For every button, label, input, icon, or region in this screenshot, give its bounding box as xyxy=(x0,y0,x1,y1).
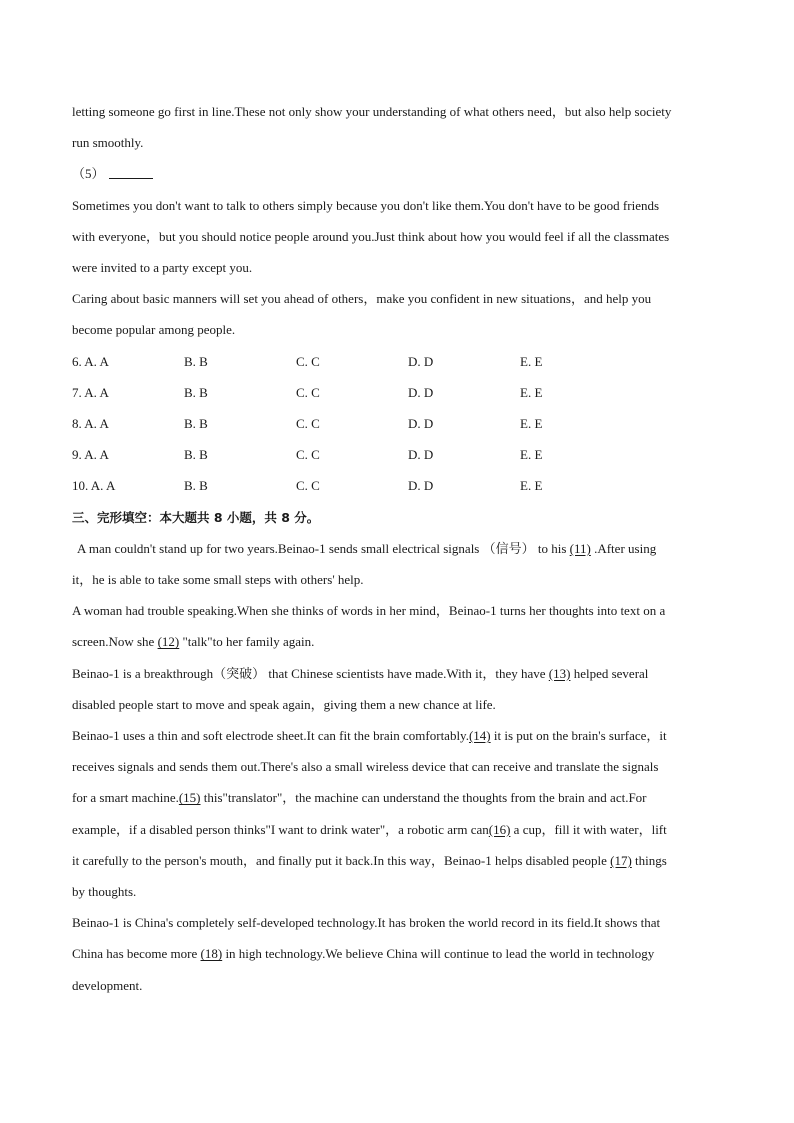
blank-14[interactable]: (14) xyxy=(468,727,491,743)
cloze-line: screen.Now she (12) "talk"to her family again. xyxy=(72,634,315,650)
option-c[interactable]: C. C xyxy=(296,384,320,400)
cloze-line: Beinao-1 uses a thin and soft electrode sheet.It can fit the brain comfortably.(14) it is put on the brain's surface，it xyxy=(72,727,667,743)
option-d[interactable]: D. D xyxy=(408,353,434,369)
text-line: with everyone，but you should notice people around you.Just think about how you would feel if all the classmates xyxy=(72,228,670,244)
cloze-line: by thoughts. xyxy=(72,884,137,899)
cloze-line: Beinao-1 is China's completely self-developed technology.It has broken the world record in its field.It shows that xyxy=(72,915,661,931)
option-e[interactable]: E. E xyxy=(520,478,543,494)
blank-11[interactable]: (11) xyxy=(569,540,591,556)
option-row-8 xyxy=(72,408,722,439)
option-row-9 xyxy=(72,439,722,470)
option-d[interactable]: D. D xyxy=(408,478,434,494)
option-row-10 xyxy=(72,470,722,501)
text-line: become popular among people. xyxy=(72,322,236,338)
blank-17[interactable]: (17) xyxy=(610,852,632,868)
cloze-line: A man couldn't stand up for two years.Beinao-1 sends small electrical signals （信号） to his (11) .After using xyxy=(77,540,657,556)
blank-16[interactable]: (16) xyxy=(488,821,511,837)
cloze-line: development. xyxy=(72,977,143,993)
blank-12[interactable]: (12) xyxy=(157,634,180,650)
option-a[interactable]: 8. A. A xyxy=(72,416,109,431)
option-d[interactable]: D. D xyxy=(408,384,434,400)
option-e[interactable]: E. E xyxy=(520,416,543,431)
cloze-line: receives signals and sends them out.There's also a small wireless device that can receive and translate the signals xyxy=(72,759,659,775)
option-a[interactable]: 9. A. A xyxy=(72,447,109,463)
cloze-line: A woman had trouble speaking.When she thinks of words in her mind，Beinao-1 turns her thoughts into text on a xyxy=(72,603,666,619)
text-line: letting someone go first in line.These not only show your understanding of what others need，but also help society xyxy=(72,104,672,119)
option-e[interactable]: E. E xyxy=(520,384,543,400)
option-c[interactable]: C. C xyxy=(296,447,320,463)
option-row-7 xyxy=(72,377,722,408)
option-a[interactable]: 7. A. A xyxy=(72,384,109,400)
cloze-line: disabled people start to move and speak again，giving them a new chance at life. xyxy=(72,696,496,712)
option-b[interactable]: B. B xyxy=(184,416,208,431)
text-line: Caring about basic manners will set you ahead of others，make you confident in new situations，and help you xyxy=(72,291,652,307)
blank-18[interactable]: (18) xyxy=(200,946,223,962)
option-a[interactable]: 6. A. A xyxy=(72,353,109,369)
answer-blank-5[interactable] xyxy=(109,166,153,179)
option-c[interactable]: C. C xyxy=(296,353,320,369)
text-line: Sometimes you don't want to talk to others simply because you don't like them.You don't have to be good friends xyxy=(72,197,660,213)
cloze-line: it，he is able to take some small steps with others' help. xyxy=(72,571,364,587)
option-b[interactable]: B. B xyxy=(184,447,208,463)
option-e[interactable]: E. E xyxy=(520,353,543,369)
option-c[interactable]: C. C xyxy=(296,416,320,431)
text-line: were invited to a party except you. xyxy=(72,260,253,276)
option-d[interactable]: D. D xyxy=(408,447,434,463)
section-3-title: 三、完形填空：本大题共 8 小题，共 8 分。 xyxy=(72,509,320,525)
option-a[interactable]: 10. A. A xyxy=(72,478,116,494)
option-b[interactable]: B. B xyxy=(184,478,208,494)
option-c[interactable]: C. C xyxy=(296,478,320,494)
option-d[interactable]: D. D xyxy=(408,416,434,431)
option-row-6 xyxy=(72,346,722,377)
cloze-line: for a smart machine.(15) this"translator"，the machine can understand the thoughts from the brain and act.For xyxy=(72,790,647,806)
heading-5 xyxy=(72,158,722,189)
option-b[interactable]: B. B xyxy=(184,384,208,400)
blank-13[interactable]: (13) xyxy=(548,665,571,681)
cloze-line: example，if a disabled person thinks"I want to drink water"，a robotic arm can(16) a cup，fill it with water，lift xyxy=(72,821,667,837)
cloze-line: Beinao-1 is a breakthrough（突破） that Chinese scientists have made.With it，they have (13) helped several xyxy=(72,665,649,681)
heading-5-number: （5） xyxy=(72,166,105,182)
cloze-line: China has become more (18) in high technology.We believe China will continue to lead the world in technology xyxy=(72,946,655,962)
blank-15[interactable]: (15) xyxy=(178,790,201,806)
option-b[interactable]: B. B xyxy=(184,353,208,369)
option-e[interactable]: E. E xyxy=(520,447,543,463)
document-page xyxy=(72,96,722,1001)
cloze-line: it carefully to the person's mouth，and finally put it back.In this way，Beinao-1 helps disabled people (17) things xyxy=(72,852,667,868)
text-line: run smoothly. xyxy=(72,135,144,151)
